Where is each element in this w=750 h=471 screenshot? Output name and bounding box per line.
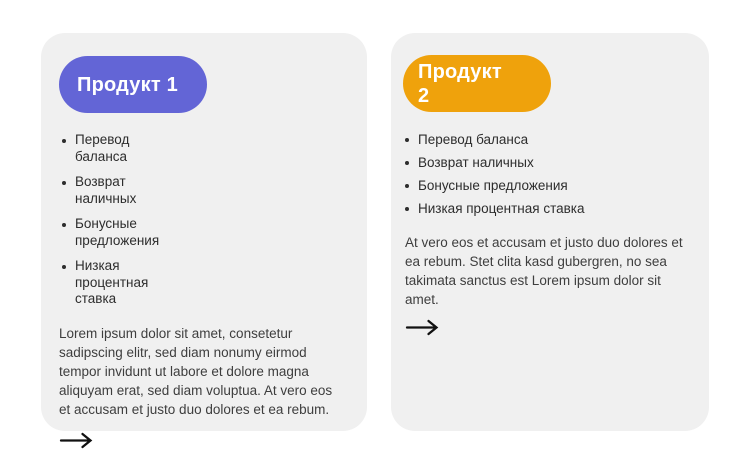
product-2-badge-label: Продукт 2 <box>418 60 502 107</box>
list-item: Возврат наличных <box>403 154 691 171</box>
product-2-arrow-link[interactable] <box>405 319 441 336</box>
product-1-badge-label: Продукт 1 <box>77 73 178 96</box>
right-arrow-icon <box>405 319 441 336</box>
product-1-description: Lorem ipsum dolor sit amet, consetetur sadipscing elitr, sed diam nonumy eirmod tempor invidunt ut labore et dolore magna aliquyam erat, sed diam voluptua. At vero eos et accusam et justo duo dolores et ea rebum. <box>59 325 333 417</box>
right-arrow-icon <box>59 432 95 449</box>
product-1-feature-list <box>60 132 343 308</box>
product-1-badge <box>59 56 207 113</box>
list-item: Перевод баланса <box>403 131 691 148</box>
list-item: Бонусные предложения <box>403 177 691 194</box>
list-item: Возврат наличных <box>60 174 170 207</box>
list-item: Низкая процентная ставка <box>60 258 170 308</box>
product-1-arrow-link[interactable] <box>59 432 95 449</box>
product-card-1 <box>41 33 367 431</box>
list-item: Перевод баланса <box>60 132 170 165</box>
list-item: Низкая процентная ставка <box>403 200 691 217</box>
product-card-2 <box>391 33 709 431</box>
product-2-feature-list <box>403 131 691 217</box>
product-2-description: At vero eos et accusam et justo duo dolores et ea rebum. Stet clita kasd gubergren, no sea takimata sanctus est Lorem ipsum dolor sit amet. <box>405 235 683 307</box>
list-item: Бонусные предложения <box>60 216 170 249</box>
product-2-badge <box>403 55 551 112</box>
